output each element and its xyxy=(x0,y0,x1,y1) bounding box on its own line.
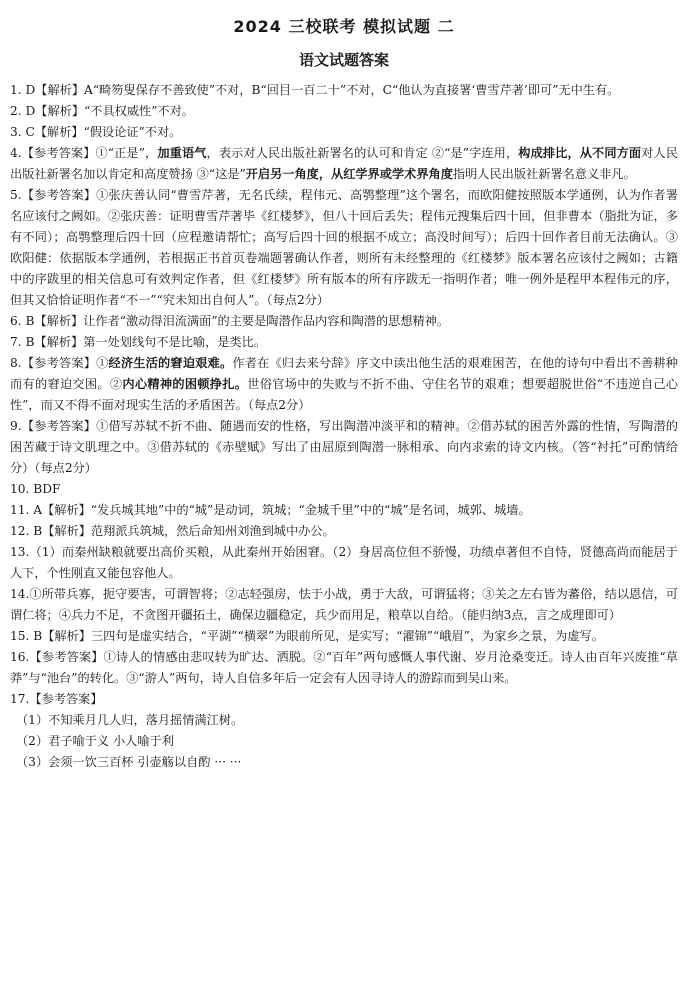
answer-7: 7. B【解析】第一处划线句不是比喻，是类比。 xyxy=(10,335,267,349)
answer-8-text-c: 作者在《归去来兮辞》序文中读出他生活的艰难困苦，在他的诗句中看出不善耕种而有的窘迫交困。② xyxy=(10,356,678,391)
answer-17: 17.【参考答案】 xyxy=(10,692,103,706)
answer-4 xyxy=(10,143,678,185)
answer-6: 6. B【解析】让作者“激动得泪流满面”的主要是陶潜作品内容和陶潜的思想精神。 xyxy=(10,314,450,328)
answer-8-bold-1: 经济生活的窘迫艰难。 xyxy=(108,356,233,370)
answer-4-text-a: 4.【参考答案】①“正是”， xyxy=(10,146,158,160)
answer-4-text-c: ，表示对人民出版社新署名的认可和肯定 ②“是”字连用， xyxy=(206,146,519,160)
answer-8 xyxy=(10,353,678,416)
answer-4-bold-2: 构成排比，从不同方面 xyxy=(518,146,642,160)
answer-17-1: （1）不知乘月几人归，落月摇情满江树。 xyxy=(16,713,244,727)
answer-17-2: （2）君子喻于义 小人喻于利 xyxy=(16,734,174,748)
answer-16: 16.【参考答案】①诗人的情感由悲叹转为旷达、洒脱。②“百年”两句感慨人事代谢、岁月沧桑变迁。诗人由百年兴废推“草莽”与“池台”的转化。③“游人”两句，诗人自信多年后一定会有人因寻诗人的游踪而到吴山来。 xyxy=(10,650,678,685)
page-title: 2024 三校联考 模拟试题 二 xyxy=(233,17,455,36)
answer-8-bold-2: 内心精神的困顿挣扎。 xyxy=(122,377,248,391)
answer-4-bold-3: 开启另一角度，从红学界或学术界角度 xyxy=(245,167,453,181)
answer-17-3: （3）会须一饮三百杯 引壶觞以自酌 ··· ··· xyxy=(16,755,242,769)
answer-4-text-d: 对人民出版社新署名加以肯定和高度赞扬 ③“这是” xyxy=(10,146,679,181)
answer-13: 13.（1）而秦州缺粮就要出高价买粮，从此秦州开始困窘。（2）身居高位但不骄慢，功绩卓著但不自恃，贤德高尚而能居于人下，个性刚直又能包容他人。 xyxy=(10,545,678,580)
answer-4-bold-1: 加重语气 xyxy=(157,146,207,160)
answer-12: 12. B【解析】范翔派兵筑城，然后命知州刘渔到城中办公。 xyxy=(10,524,335,538)
answer-4-text-e: 指明人民出版社新署名意义非凡。 xyxy=(452,167,636,181)
answer-3: 3. C【解析】“假设论证”不对。 xyxy=(10,125,182,139)
page-subtitle: 语文试题答案 xyxy=(298,51,389,69)
answer-8-text-d: 世俗官场中的失败与不折不曲、守住名节的艰难；想要超脱世俗“不违逆自己心性”，而又不得不面对现实生活的矛盾困苦。（每点2分） xyxy=(10,377,679,412)
answer-11: 11. A【解析】“发兵城其地”中的“城”是动词，筑城；“金城千里”中的“城”是名词，城郭、城墙。 xyxy=(10,503,531,517)
answer-9: 9.【参考答案】①借写苏轼不折不曲、随遇而安的性格，写出陶潜冲淡平和的精神。②借苏轼的困苦外露的性情，写陶潜的困苦藏于诗文肌理之中。③借苏轼的《赤壁赋》写出了由屈原到陶潜一脉相承、向内求索的诗文内核。（答“衬托”可酌情给分）（每点2分） xyxy=(10,419,678,475)
answer-14: 14.①所带兵寡，扼守要害，可谓智将；②志轻强房，怯于小战，勇于大敌，可谓猛将；③关之左右皆为蕃俗，结以恩信，可谓仁将；④兵力不足，不贪图开疆拓土，确保边疆稳定，兵少而用足，粮草以自给。（能归纳3点，言之成理即可） xyxy=(10,587,678,622)
answer-8-text-a: 8.【参考答案】① xyxy=(10,356,109,370)
answer-15: 15. B【解析】三四句是虚实结合，“平湖”“横翠”为眼前所见，是实写；“濯锦”“峨眉”，为家乡之景，为虚写。 xyxy=(10,629,604,643)
answer-10: 10. BDF xyxy=(10,482,61,496)
answer-5: 5.【参考答案】①张庆善认同“曹雪芹著，无名氏续，程伟元、高鹗整理”这个署名，而欧阳健按照版本学通例，认为作者署名应该付之阙如。②张庆善：证明曹雪芹著毕《红楼梦》，但八十回后丢失；程伟元搜集后四十回，但非曹本（脂批为证，多有不同）；高鹗整理后四十回（应程邀请帮忙；高写后四十回的根据不成立；高没时间写）；后四十回作者目前无法确认。③欧阳健：依据版本学通例，若根据正书首页卷端题署确认作者，则所有未经整理的《红楼梦》版本署名应该付之阙如；古籍中的序跋里的相关信息可有效判定作者，但《红楼梦》所有版本的所有序跋无一指明作者；唯一例外是程甲本程伟元的序，但其又恰恰证明作者“不一”“究未知出自何人”。（每点2分） xyxy=(10,188,678,307)
answer-1: 1. D【解析】A“畸笏叟保存不善致使”不对，B“回目一百二十”不对，C“他认为直接署‘曹雪芹著’即可”无中生有。 xyxy=(10,83,620,97)
answer-2: 2. D【解析】“不具权威性”不对。 xyxy=(10,104,194,118)
